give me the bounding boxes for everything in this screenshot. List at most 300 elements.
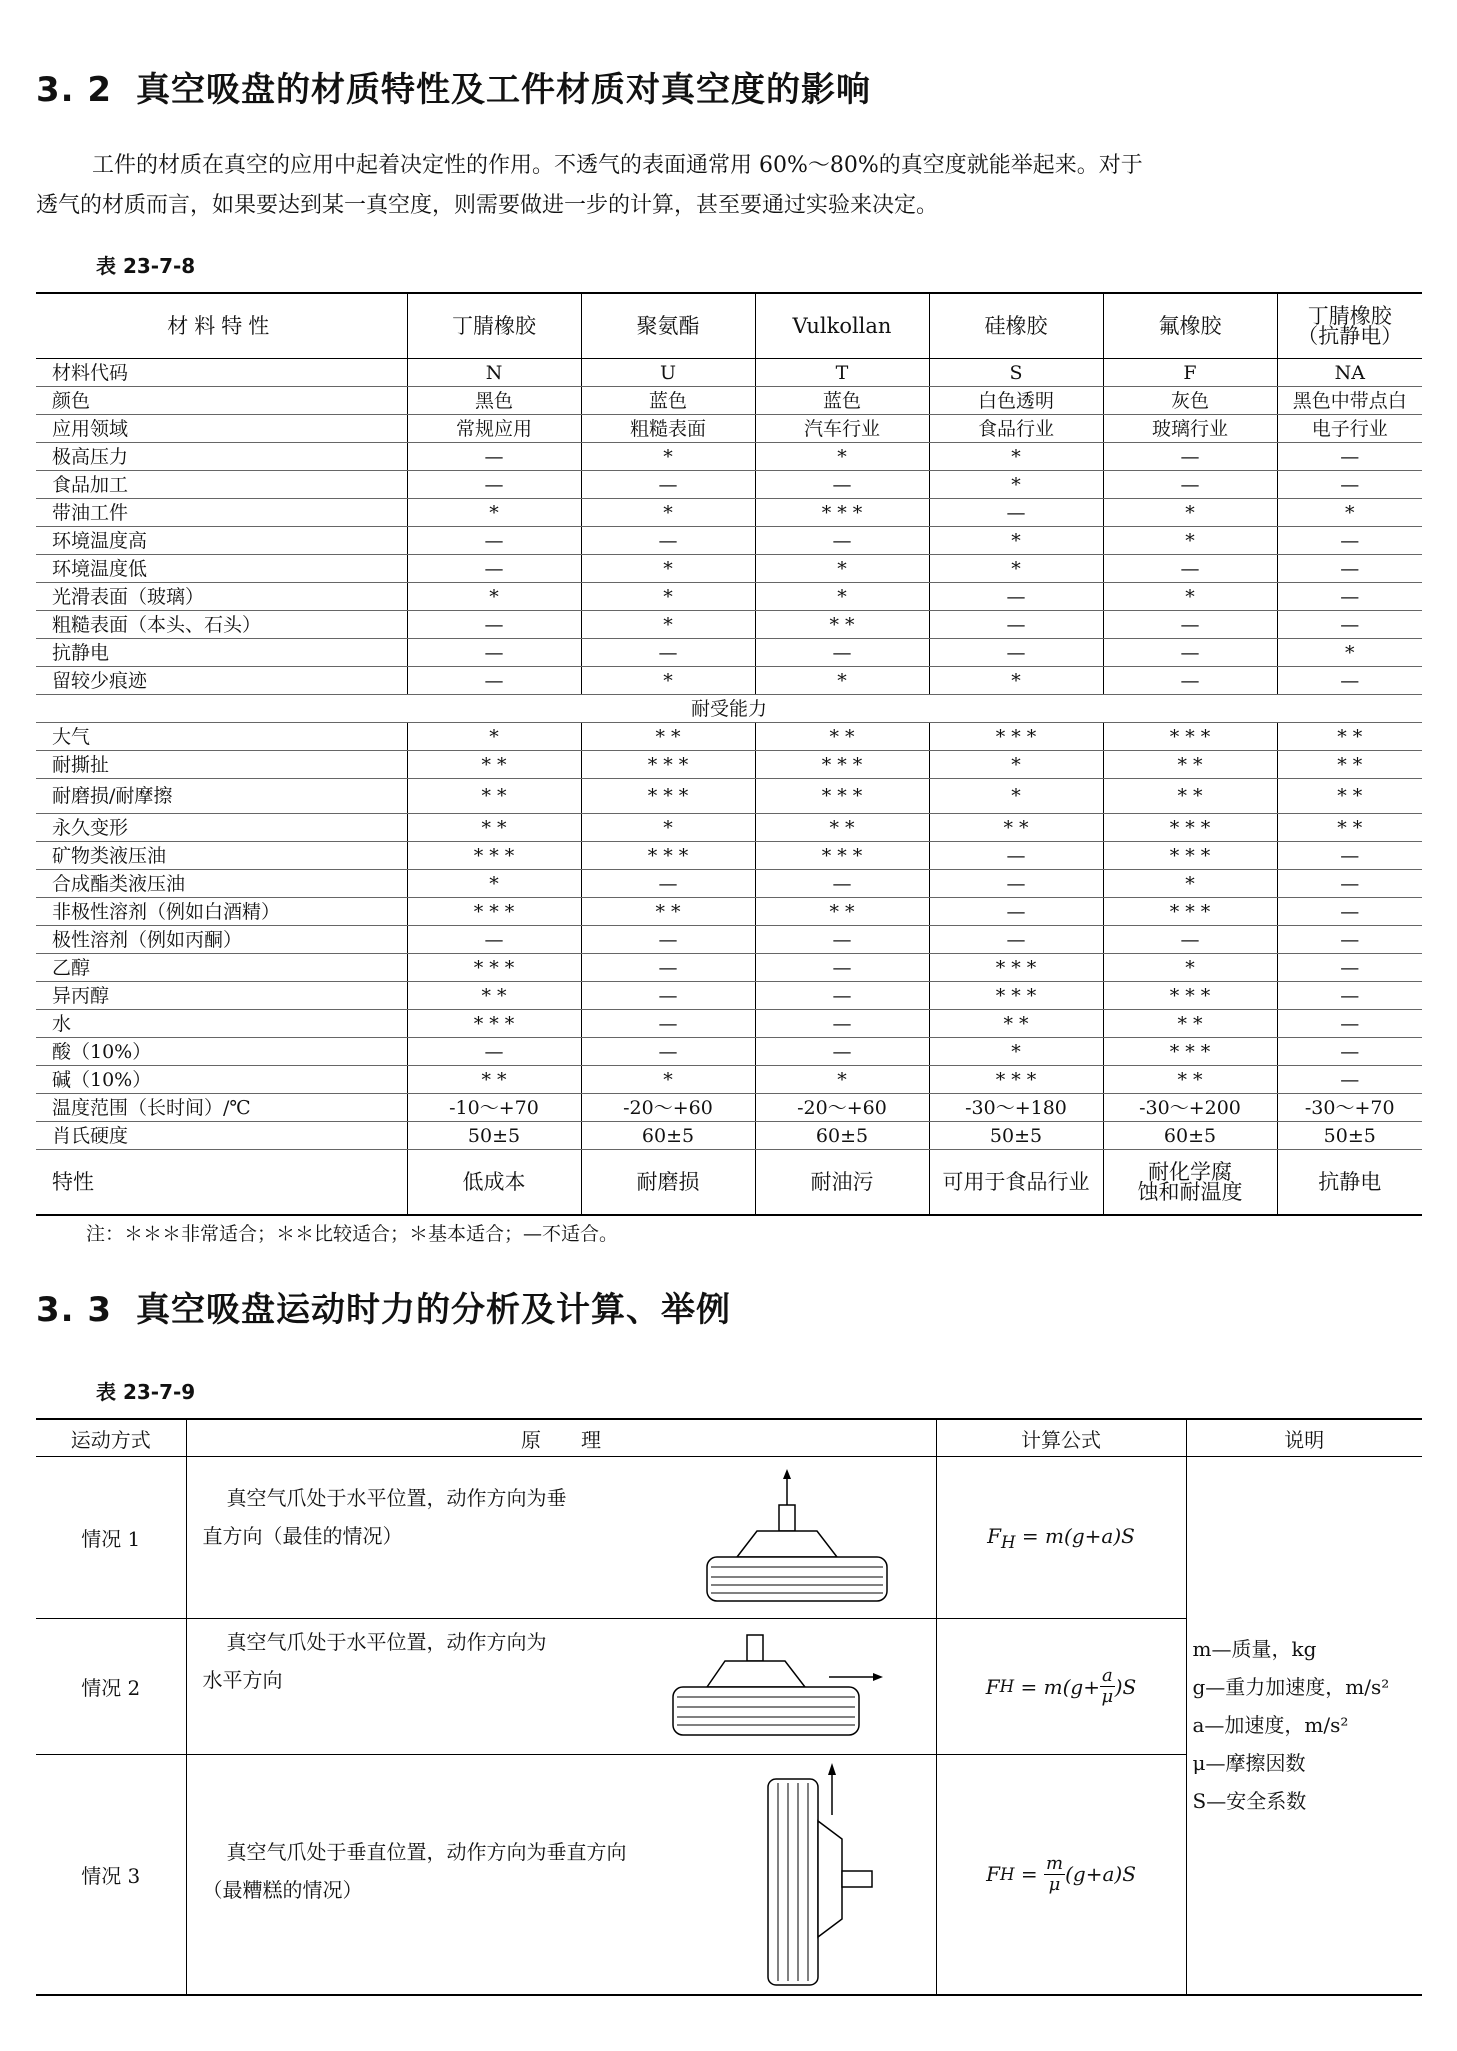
table-cell: * * [1103, 751, 1277, 779]
table-cell: * * [1103, 1066, 1277, 1094]
table-cell: — [407, 555, 581, 583]
table-cell: * * * [581, 842, 755, 870]
table-cell: — [1277, 611, 1422, 639]
suction-cup [737, 1531, 837, 1557]
table-cell: — [755, 926, 929, 954]
table-cell: * [1103, 870, 1277, 898]
formula-case-3: F H = m μ ( g + a ) S [986, 1852, 1136, 1895]
description-line: 直方向（最佳的情况） [202, 1524, 403, 1548]
table-cell: 粗糙表面 [581, 415, 755, 443]
group-title: 耐受能力 [36, 695, 1422, 723]
row-label-cell: 非极性溶剂（例如白酒精） [36, 898, 407, 926]
row-label-cell: 合成酯类液压油 [36, 870, 407, 898]
table-cell: — [755, 982, 929, 1010]
table-cell: — [755, 1010, 929, 1038]
table-cell: — [581, 1010, 755, 1038]
table-cell: -10～+70 [407, 1094, 581, 1122]
header-subtext: （抗静电） [1297, 324, 1403, 348]
table-cell: * [929, 667, 1103, 695]
table-cell: — [407, 471, 581, 499]
case-name: 情况 1 [36, 1457, 186, 1619]
table-cell: -20～+60 [755, 1094, 929, 1122]
table-row [36, 898, 1422, 926]
table-cell: * [929, 471, 1103, 499]
row-label-cell: 矿物类液压油 [36, 842, 407, 870]
section-number: 3. 3 [36, 1290, 113, 1330]
table-cell: 50±5 [407, 1122, 581, 1150]
row-label-cell: 光滑表面（玻璃） [36, 583, 407, 611]
row-label-cell: 颜色 [36, 387, 407, 415]
principle-cell [186, 1755, 936, 1995]
header-cell: 材料特性 [36, 293, 407, 359]
table-cell: 50±5 [929, 1122, 1103, 1150]
header-cell: 聚氨酯 [581, 293, 755, 359]
table-cell: — [755, 639, 929, 667]
table-cell: — [1277, 1010, 1422, 1038]
table-cell: 灰色 [1103, 387, 1277, 415]
table-cell: * * * [755, 842, 929, 870]
table-cell: * [1103, 499, 1277, 527]
table-cell: — [755, 1038, 929, 1066]
table-cell: — [1103, 639, 1277, 667]
table-cell: * [1103, 527, 1277, 555]
table-cell: * * * [407, 954, 581, 982]
footer-cell: 低成本 [407, 1150, 581, 1216]
table-cell: — [581, 639, 755, 667]
table-cell: * [581, 611, 755, 639]
table-cell: * [929, 527, 1103, 555]
table-cell: * * * [929, 1066, 1103, 1094]
table-cell: * * * [755, 751, 929, 779]
table-cell: * * * [407, 842, 581, 870]
header-cell: 氟橡胶 [1103, 293, 1277, 359]
row-label-cell: 粗糙表面（本头、石头） [36, 611, 407, 639]
row-label-cell: 环境温度高 [36, 527, 407, 555]
table-row [36, 1038, 1422, 1066]
row-label-cell: 应用领域 [36, 415, 407, 443]
row-label-cell: 碱（10%） [36, 1066, 407, 1094]
header-cell: 原 理 [186, 1419, 936, 1457]
table-row [36, 926, 1422, 954]
table-cell: * * [581, 723, 755, 751]
table-cell: * [929, 779, 1103, 814]
principle-cell [186, 1619, 936, 1755]
table-cell: * [755, 667, 929, 695]
table-cell: * * [1277, 751, 1422, 779]
table-cell: — [1277, 443, 1422, 471]
gripper-stem [842, 1871, 872, 1887]
table-header-row [36, 293, 1422, 359]
table-cell: — [1277, 926, 1422, 954]
table-cell: — [407, 926, 581, 954]
table-cell: — [755, 471, 929, 499]
row-label-cell: 异丙醇 [36, 982, 407, 1010]
header-cell: 硅橡胶 [929, 293, 1103, 359]
table-cell: * [407, 583, 581, 611]
description-line: 真空气爪处于垂直位置，动作方向为垂直方向 [226, 1840, 627, 1864]
gripper-stem [779, 1505, 795, 1531]
table-cell: * * * [929, 723, 1103, 751]
table-cell: * [581, 667, 755, 695]
footer-cell: 特性 [36, 1150, 407, 1216]
table-cell: — [1103, 667, 1277, 695]
table-row [36, 1010, 1422, 1038]
table-cell: * [581, 814, 755, 842]
legend-item: g—重力加速度，m/s² [1192, 1675, 1390, 1700]
table-row [36, 583, 1422, 611]
table-cell: — [929, 583, 1103, 611]
table-cell: NA [1277, 359, 1422, 387]
table-row [36, 982, 1422, 1010]
legend-item: a—加速度，m/s² [1192, 1713, 1349, 1738]
table-cell: * [1103, 954, 1277, 982]
table-cell: * [929, 443, 1103, 471]
principle-description [203, 1833, 627, 1909]
table-row [36, 611, 1422, 639]
table-cell: N [407, 359, 581, 387]
table-cell: * * [1277, 723, 1422, 751]
table-cell: * [581, 555, 755, 583]
header-cell: 计算公式 [936, 1419, 1186, 1457]
table-header-row [36, 1419, 1422, 1457]
table-cell: 60±5 [581, 1122, 755, 1150]
formula-case-1: $F_H = m(g+a)S$ [987, 1523, 1135, 1552]
table-cell: — [755, 870, 929, 898]
table-cell: * [581, 499, 755, 527]
table-cell: * * * [581, 779, 755, 814]
table-cell: * * [755, 814, 929, 842]
table-cell: * [407, 499, 581, 527]
principle-description [203, 1623, 547, 1699]
arrow-head [873, 1673, 883, 1681]
table-cell: — [581, 870, 755, 898]
section-title: 真空吸盘运动时力的分析及计算、举例 [136, 1290, 731, 1330]
workpiece [768, 1779, 818, 1985]
row-label-cell: 永久变形 [36, 814, 407, 842]
table-row [36, 639, 1422, 667]
table-cell: — [407, 527, 581, 555]
table-row [36, 1122, 1422, 1150]
formula-cell [936, 1619, 1186, 1755]
table-group-row [36, 695, 1422, 723]
row-label-cell: 水 [36, 1010, 407, 1038]
table-row [36, 870, 1422, 898]
row-label-cell: 耐磨损/耐摩擦 [36, 779, 407, 814]
description-line: （最糟糕的情况） [202, 1878, 363, 1902]
table-cell: — [1277, 982, 1422, 1010]
table-cell: — [1103, 611, 1277, 639]
intro-paragraph [36, 146, 1431, 226]
table-cell: * * * [1103, 982, 1277, 1010]
table-row [36, 842, 1422, 870]
description-line: 真空气爪处于水平位置，动作方向为垂 [226, 1486, 567, 1510]
table-cell: * * * [755, 499, 929, 527]
table-cell: — [1277, 667, 1422, 695]
legend-item: μ—摩擦因数 [1192, 1751, 1306, 1776]
description-line: 真空气爪处于水平位置，动作方向为 [226, 1630, 547, 1654]
section-number: 3. 2 [36, 70, 113, 110]
table-cell: -30～+180 [929, 1094, 1103, 1122]
suction-cup [707, 1661, 805, 1687]
table-cell: 黑色中带点白 [1277, 387, 1422, 415]
horizontal-gripper-horizontal-motion-diagram [667, 1625, 897, 1749]
table-cell: * * [1103, 779, 1277, 814]
table-cell: — [581, 982, 755, 1010]
table-row [36, 499, 1422, 527]
table-cell: 白色透明 [929, 387, 1103, 415]
gripper-stem [747, 1635, 763, 1661]
table-cell: * * [1277, 779, 1422, 814]
table-cell: * [755, 583, 929, 611]
table-row [36, 415, 1422, 443]
table-cell: * * * [929, 954, 1103, 982]
header-cell [1277, 293, 1422, 359]
row-label-cell: 酸（10%） [36, 1038, 407, 1066]
table-cell: * * [407, 779, 581, 814]
footer-cell [1103, 1150, 1277, 1216]
table-row [36, 1066, 1422, 1094]
table-row [36, 555, 1422, 583]
table-cell: — [1277, 1038, 1422, 1066]
table-label-23-7-8: 表 23-7-8 [96, 254, 196, 278]
table-row [36, 387, 1422, 415]
table-cell: * * * [1103, 814, 1277, 842]
table-cell: * * [407, 982, 581, 1010]
table-cell: * * [929, 1010, 1103, 1038]
table-cell: — [1103, 471, 1277, 499]
table-cell: * [581, 443, 755, 471]
material-properties-table [36, 292, 1422, 1216]
table-cell: * [407, 723, 581, 751]
table-cell: * [755, 443, 929, 471]
table-cell: -30～+70 [1277, 1094, 1422, 1122]
table-cell: * * * [581, 751, 755, 779]
table-cell: 60±5 [1103, 1122, 1277, 1150]
table-cell: — [1103, 926, 1277, 954]
footer-cell: 耐油污 [755, 1150, 929, 1216]
description-line: 水平方向 [202, 1668, 283, 1692]
table-cell: — [755, 527, 929, 555]
table-cell: * [1277, 499, 1422, 527]
table-cell: * * [1103, 1010, 1277, 1038]
row-label-cell: 极性溶剂（例如丙酮） [36, 926, 407, 954]
legend-item: m—质量，kg [1192, 1637, 1317, 1662]
row-label-cell: 抗静电 [36, 639, 407, 667]
table-cell: * [929, 555, 1103, 583]
formula-cell [936, 1755, 1186, 1995]
table-cell: — [581, 954, 755, 982]
table-cell: * * [755, 723, 929, 751]
table-cell: * [581, 583, 755, 611]
formula-cell [936, 1457, 1186, 1619]
header-cell: 说明 [1186, 1419, 1422, 1457]
row-label-cell: 乙醇 [36, 954, 407, 982]
table-cell: — [1277, 898, 1422, 926]
table-cell: — [1277, 870, 1422, 898]
row-label-cell: 温度范围（长时间）/℃ [36, 1094, 407, 1122]
row-label-cell: 大气 [36, 723, 407, 751]
table-cell: 电子行业 [1277, 415, 1422, 443]
paragraph-line-1: 工件的材质在真空的应用中起着决定性的作用。不透气的表面通常用 60%～80%的真空度就能举起来。对于 [92, 153, 1143, 178]
header-cell: 丁腈橡胶 [407, 293, 581, 359]
row-label-cell: 极高压力 [36, 443, 407, 471]
table-cell: — [1277, 527, 1422, 555]
table-cell: 蓝色 [755, 387, 929, 415]
table-cell: * * * [1103, 723, 1277, 751]
vertical-gripper-vertical-motion-diagram [762, 1759, 912, 1991]
table-cell: — [929, 926, 1103, 954]
case-name: 情况 2 [36, 1619, 186, 1755]
table-cell: -30～+200 [1103, 1094, 1277, 1122]
footer-cell: 抗静电 [1277, 1150, 1422, 1216]
suction-cup [818, 1821, 842, 1937]
table-cell: 蓝色 [581, 387, 755, 415]
table-footer-row [36, 1150, 1422, 1216]
table-cell: * [1277, 639, 1422, 667]
footer-text: 耐化学腐 [1148, 1160, 1232, 1184]
footer-cell: 耐磨损 [581, 1150, 755, 1216]
table-row [36, 527, 1422, 555]
table-row [36, 954, 1422, 982]
table-cell: — [1277, 555, 1422, 583]
arrow-head [828, 1763, 836, 1775]
formula-case-2: F H = m ( g + a μ ) S [985, 1665, 1137, 1707]
legend-cell [1186, 1457, 1422, 1995]
header-cell: 运动方式 [36, 1419, 186, 1457]
force-calculation-table [36, 1418, 1422, 1996]
table-cell: 玻璃行业 [1103, 415, 1277, 443]
table-cell: — [407, 639, 581, 667]
footer-cell: 可用于食品行业 [929, 1150, 1103, 1216]
table-cell: T [755, 359, 929, 387]
table-cell: — [1277, 954, 1422, 982]
row-label-cell: 留较少痕迹 [36, 667, 407, 695]
table-cell: * [929, 1038, 1103, 1066]
table-cell: — [1277, 842, 1422, 870]
table-cell: — [1103, 555, 1277, 583]
table-cell: — [581, 471, 755, 499]
table-cell: — [407, 611, 581, 639]
legend-item: S—安全系数 [1192, 1789, 1307, 1814]
table-cell: * [1103, 583, 1277, 611]
table-cell: * * * [1103, 1038, 1277, 1066]
section-title: 真空吸盘的材质特性及工件材质对真空度的影响 [136, 70, 871, 110]
table-cell: * * * [929, 982, 1103, 1010]
footer-subtext: 蚀和耐温度 [1137, 1180, 1243, 1204]
table-label-23-7-9: 表 23-7-9 [96, 1380, 196, 1404]
row-label-cell: 带油工件 [36, 499, 407, 527]
table-cell: * * [581, 898, 755, 926]
table-row [36, 1094, 1422, 1122]
table-cell: * [929, 751, 1103, 779]
table-cell: * [755, 1066, 929, 1094]
table-cell: * * [929, 814, 1103, 842]
table-cell: — [929, 639, 1103, 667]
workpiece [673, 1687, 859, 1735]
case-name: 情况 3 [36, 1755, 186, 1995]
table-cell: 60±5 [755, 1122, 929, 1150]
table-cell: * [407, 870, 581, 898]
horizontal-gripper-vertical-motion-diagram [697, 1465, 897, 1613]
table-cell: S [929, 359, 1103, 387]
table-cell: * * [755, 611, 929, 639]
table-row [36, 779, 1422, 814]
table-cell: * * [407, 814, 581, 842]
table-cell: — [407, 1038, 581, 1066]
principle-cell [186, 1457, 936, 1619]
table-cell: 50±5 [1277, 1122, 1422, 1150]
arrow-head [783, 1469, 791, 1479]
table-cell: — [407, 667, 581, 695]
table-row [36, 814, 1422, 842]
header-cell: Vulkollan [755, 293, 929, 359]
table-row [36, 667, 1422, 695]
table-cell: F [1103, 359, 1277, 387]
row-label-cell: 食品加工 [36, 471, 407, 499]
row-label-cell: 耐撕扯 [36, 751, 407, 779]
workpiece [707, 1557, 887, 1601]
table-cell: — [581, 527, 755, 555]
table-cell: 常规应用 [407, 415, 581, 443]
table-cell: * * * [407, 898, 581, 926]
table-cell: * * [407, 751, 581, 779]
table-cell: 汽车行业 [755, 415, 929, 443]
table-cell: * * * [407, 1010, 581, 1038]
header-text: 丁腈橡胶 [1307, 304, 1392, 328]
table-cell: 食品行业 [929, 415, 1103, 443]
table-cell: * * * [1103, 842, 1277, 870]
table-row [36, 751, 1422, 779]
table-cell: — [929, 611, 1103, 639]
table-cell: — [929, 499, 1103, 527]
table-cell: * * [755, 898, 929, 926]
table-cell: U [581, 359, 755, 387]
table-cell: — [929, 870, 1103, 898]
table-cell: * * [407, 1066, 581, 1094]
table-cell: * [755, 555, 929, 583]
section-heading-3-2 [36, 62, 871, 111]
row-label-cell: 肖氏硬度 [36, 1122, 407, 1150]
principle-description [203, 1479, 567, 1555]
table-cell: — [1277, 1066, 1422, 1094]
row-label-cell: 材料代码 [36, 359, 407, 387]
table-row [36, 471, 1422, 499]
table-cell: — [1103, 443, 1277, 471]
table-cell: * * * [755, 779, 929, 814]
paragraph-line-2: 透气的材质而言，如果要达到某一真空度，则需要做进一步的计算，甚至要通过实验来决定。 [36, 193, 939, 218]
table-row [36, 723, 1422, 751]
table-cell: * * [1277, 814, 1422, 842]
table-cell: * * * [1103, 898, 1277, 926]
table-cell: — [581, 926, 755, 954]
table-row [36, 443, 1422, 471]
table-cell: — [929, 842, 1103, 870]
table-cell: — [1277, 583, 1422, 611]
table-cell: 黑色 [407, 387, 581, 415]
table-cell: -20～+60 [581, 1094, 755, 1122]
table-cell: * [581, 1066, 755, 1094]
table-cell: — [581, 1038, 755, 1066]
table-cell: — [929, 898, 1103, 926]
row-label-cell: 环境温度低 [36, 555, 407, 583]
section-heading-3-3 [36, 1282, 731, 1331]
table-note: 注：＊＊＊非常适合；＊＊比较适合；＊基本适合；—不适合。 [86, 1223, 619, 1245]
table-cell: — [755, 954, 929, 982]
table-cell: — [407, 443, 581, 471]
table-row [36, 359, 1422, 387]
table-cell: — [1277, 471, 1422, 499]
case-row [36, 1457, 1422, 1619]
